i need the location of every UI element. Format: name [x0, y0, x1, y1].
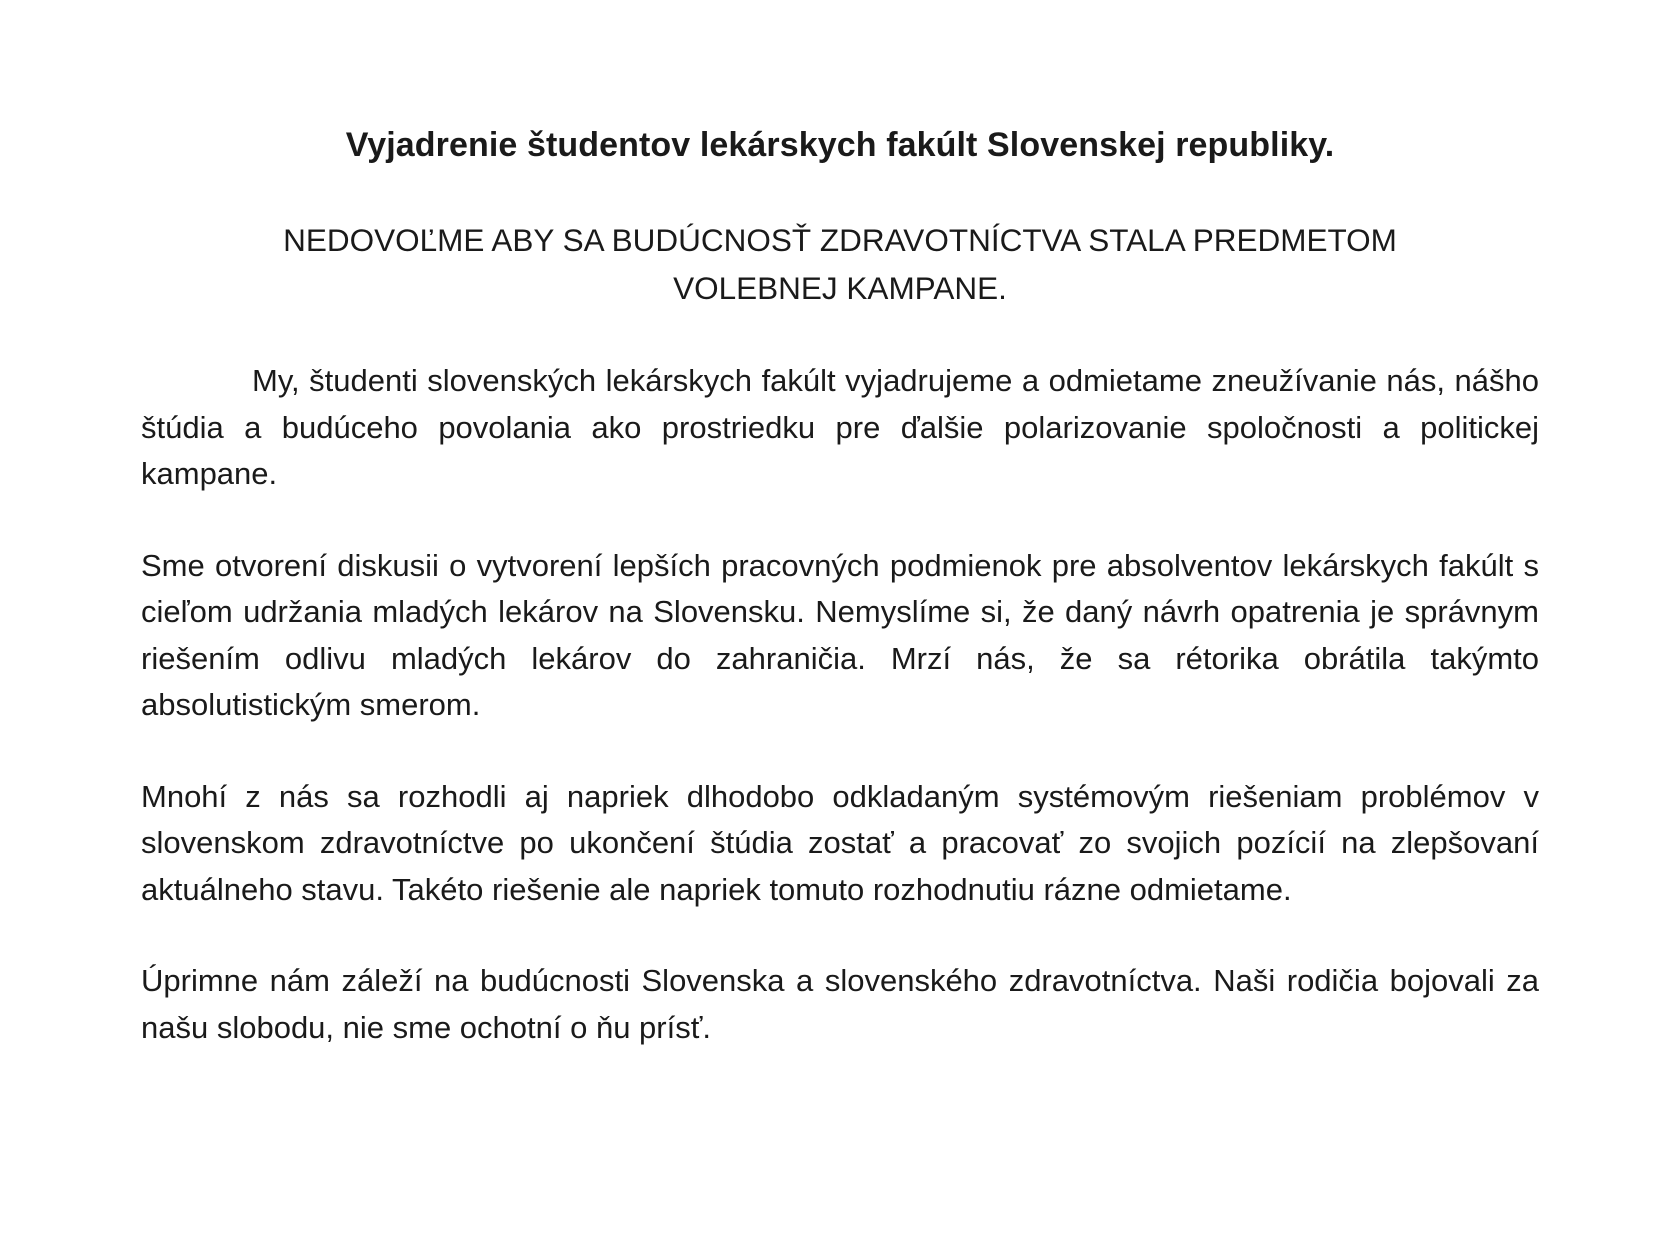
paragraph-3: Mnohí z nás sa rozhodli aj napriek dlhodobo odkladaným systémovým riešeniam problémov v slovenskom zdravotníctve po ukončení štúdia zostať a pracovať zo svojich pozícií na zlepšovaní aktuálneho stavu. Takéto riešenie ale napriek tomuto rozhodnutiu rázne odmietame.: [141, 778, 1539, 907]
document-body: [141, 358, 1539, 1096]
paragraph-2: Sme otvorení diskusii o vytvorení lepších pracovných podmienok pre absolventov lekárskych fakúlt s cieľom udržania mladých lekárov na Slovensku. Nemyslíme si, že daný návrh opatrenia je správnym riešením odlivu mladých lekárov do zahraničia. Mrzí nás, že sa rétorika obrátila takýmto absolutistickým smerom.: [141, 547, 1539, 722]
document-subtitle: NEDOVOĽME ABY SA BUDÚCNOSŤ ZDRAVOTNÍCTVA STALA PREDMETOM VOLEBNEJ KAMPANE.: [283, 222, 1397, 306]
paragraph-4: Úprimne nám záleží na budúcnosti Slovenska a slovenského zdravotníctva. Naši rodičia bojovali za našu slobodu, nie sme ochotní o ňu prísť.: [141, 963, 1539, 1045]
paragraph-1: My, študenti slovenských lekárskych fakúlt vyjadrujeme a odmietame zneužívanie nás, nášho štúdia a budúceho povolania ako prostriedku pre ďalšie polarizovanie spoločnosti a politickej kampane.: [141, 363, 1539, 491]
document-title: Vyjadrenie študentov lekárskych fakúlt Slovenskej republiky.: [345, 126, 1335, 164]
